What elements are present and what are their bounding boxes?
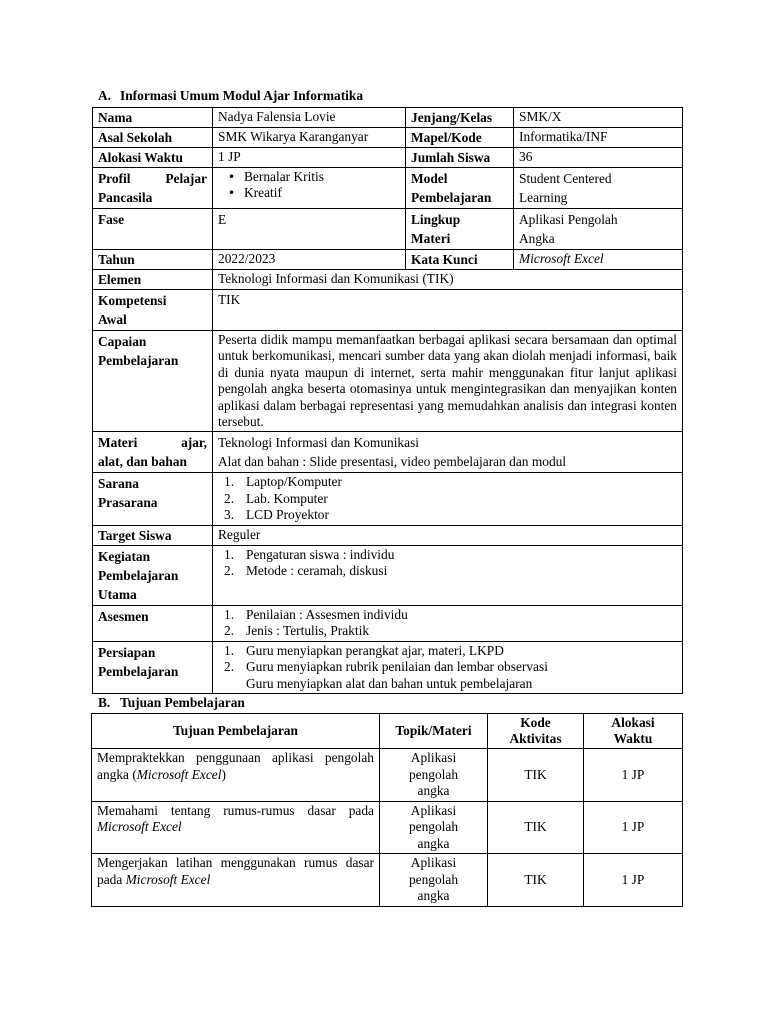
label-profil-word-2: Pelajar bbox=[165, 171, 207, 186]
cell-kode: TIK bbox=[488, 749, 584, 802]
value-target-siswa: Reguler bbox=[213, 525, 683, 545]
tujuan-italic-text: Microsoft Excel bbox=[97, 819, 182, 834]
list-item-text: Laptop/Komputer bbox=[246, 474, 342, 490]
value-materi-ajar bbox=[213, 432, 683, 473]
label-kompetensi-line-2: Awal bbox=[98, 312, 127, 327]
label-sarana-prasarana bbox=[93, 473, 213, 526]
list-item: 1. Laptop/Komputer bbox=[224, 474, 342, 490]
label-capaian-pembelajaran bbox=[93, 331, 213, 432]
label-model-line-1: Model bbox=[411, 171, 448, 186]
section-a-heading bbox=[98, 87, 363, 104]
topik-line-2: pengolah bbox=[408, 871, 459, 887]
list-item-text: LCD Proyektor bbox=[246, 507, 329, 523]
tujuan-text: Mempraktekkan penggunaan aplikasi pengolah angka ( bbox=[97, 750, 374, 782]
topik-line-1: Aplikasi bbox=[410, 855, 457, 870]
section-a-letter: A. bbox=[98, 88, 112, 103]
label-materi-word-2: ajar, bbox=[181, 435, 207, 451]
value-lingkup-materi bbox=[514, 209, 683, 250]
list-item: 1. Penilaian : Assesmen individu bbox=[224, 606, 408, 622]
section-b-letter: B. bbox=[98, 695, 111, 710]
label-kegiatan-line-2: Pembelajaran bbox=[98, 567, 179, 583]
label-fase: Fase bbox=[93, 209, 213, 250]
table-row bbox=[92, 749, 683, 802]
cell-alokasi: 1 JP bbox=[584, 854, 683, 907]
label-materi-word-1: Materi bbox=[98, 435, 138, 451]
value-kata-kunci-text: Microsoft Excel bbox=[519, 251, 604, 266]
value-asal-sekolah: SMK Wikarya Karanganyar bbox=[213, 128, 406, 148]
tujuan-text: Memahami tentang rumus-rumus dasar pada bbox=[97, 802, 374, 818]
label-nama: Nama bbox=[93, 108, 213, 128]
value-jumlah-siswa: 36 bbox=[514, 148, 683, 168]
info-table bbox=[92, 107, 683, 694]
topik-line-3: angka bbox=[417, 888, 450, 903]
row-nama bbox=[93, 108, 683, 128]
list-item-text: Pengaturan siswa : individu bbox=[246, 546, 395, 562]
tujuan-italic-text: Microsoft Excel bbox=[125, 871, 211, 887]
label-capaian-line-1: Capaian bbox=[98, 334, 147, 349]
label-capaian-line-2: Pembelajaran bbox=[98, 353, 179, 368]
label-profil-word-3: Pancasila bbox=[98, 190, 153, 205]
tujuan-header-row bbox=[92, 714, 683, 749]
row-asesmen bbox=[93, 605, 683, 641]
label-kegiatan-pembelajaran bbox=[93, 545, 213, 605]
label-jumlah-siswa: Jumlah Siswa bbox=[406, 148, 514, 168]
header-kode-line-1: Kode bbox=[520, 715, 551, 730]
label-asesmen: Asesmen bbox=[93, 605, 213, 641]
label-target-siswa: Target Siswa bbox=[93, 525, 213, 545]
list-item-text: Guru menyiapkan rubrik penilaian dan lembar observasi bbox=[246, 659, 548, 675]
label-persiapan-pembelajaran bbox=[93, 641, 213, 694]
header-alokasi-line-2: Waktu bbox=[613, 731, 653, 746]
row-target-siswa bbox=[93, 525, 683, 545]
value-kompetensi-awal: TIK bbox=[213, 290, 683, 331]
label-sarana-line-2: Prasarana bbox=[98, 495, 158, 511]
section-b-heading bbox=[98, 694, 245, 711]
header-topik: Topik/Materi bbox=[380, 714, 488, 749]
list-item-continuation: Guru menyiapkan alat dan bahan untuk pembelajaran bbox=[246, 675, 533, 691]
label-kegiatan-line-3: Utama bbox=[98, 586, 137, 602]
row-profil-pelajar bbox=[93, 168, 683, 209]
list-item: • Kreatif bbox=[244, 185, 400, 201]
label-asal-sekolah: Asal Sekolah bbox=[93, 128, 213, 148]
cell-topik bbox=[380, 749, 488, 802]
cell-topik bbox=[380, 854, 488, 907]
list-item: • Bernalar Kritis bbox=[244, 169, 400, 185]
label-persiapan-line-1: Persiapan bbox=[98, 644, 156, 660]
list-item-text: Lab. Komputer bbox=[246, 490, 328, 506]
value-persiapan-pembelajaran bbox=[213, 641, 683, 694]
value-kata-kunci bbox=[514, 250, 683, 270]
value-model-line-2: Learning bbox=[519, 190, 568, 205]
list-item: 3. LCD Proyektor bbox=[224, 507, 329, 523]
row-fase bbox=[93, 209, 683, 250]
value-model-line-1: Student Centered bbox=[519, 171, 612, 186]
label-materi-word-3: alat, dan bahan bbox=[98, 454, 187, 470]
label-kegiatan-line-1: Kegiatan bbox=[98, 548, 151, 564]
list-item-text: Penilaian : Assesmen individu bbox=[246, 606, 408, 622]
label-model-line-2: Pembelajaran bbox=[411, 190, 492, 205]
value-mapel: Informatika/INF bbox=[514, 128, 683, 148]
list-item: 2. Lab. Komputer bbox=[224, 490, 328, 506]
value-lingkup-line-1: Aplikasi Pengolah bbox=[519, 212, 618, 227]
list-item: 2. Metode : ceramah, diskusi bbox=[224, 563, 388, 579]
value-materi-line-1: Teknologi Informasi dan Komunikasi bbox=[218, 435, 420, 451]
label-kompetensi-line-1: Kompetensi bbox=[98, 293, 167, 308]
list-item: 1. Pengaturan siswa : individu bbox=[224, 546, 395, 562]
cell-alokasi: 1 JP bbox=[584, 749, 683, 802]
label-jenjang: Jenjang/Kelas bbox=[406, 108, 514, 128]
label-lingkup-line-1: Lingkup bbox=[411, 212, 461, 227]
tujuan-italic-text: Microsoft Excel bbox=[136, 766, 222, 782]
label-persiapan-line-2: Pembelajaran bbox=[98, 663, 179, 679]
cell-kode: TIK bbox=[488, 854, 584, 907]
table-row bbox=[92, 854, 683, 907]
label-tahun: Tahun bbox=[93, 250, 213, 270]
table-row bbox=[92, 801, 683, 854]
header-alokasi bbox=[584, 714, 683, 749]
cell-alokasi: 1 JP bbox=[584, 801, 683, 854]
list-item-text: Metode : ceramah, diskusi bbox=[246, 563, 388, 579]
header-kode-line-2: Aktivitas bbox=[509, 731, 562, 746]
tujuan-text-end: ) bbox=[221, 766, 226, 782]
header-kode bbox=[488, 714, 584, 749]
row-sarana-prasarana bbox=[93, 473, 683, 526]
topik-line-1: Aplikasi bbox=[410, 802, 457, 818]
row-capaian-pembelajaran bbox=[93, 331, 683, 432]
label-kata-kunci: Kata Kunci bbox=[406, 250, 514, 270]
topik-line-3: angka bbox=[417, 835, 450, 851]
label-profil-pelajar bbox=[93, 168, 213, 209]
section-b-title: Tujuan Pembelajaran bbox=[120, 695, 245, 710]
cell-tujuan bbox=[92, 854, 380, 907]
row-kompetensi-awal bbox=[93, 290, 683, 331]
cell-tujuan bbox=[92, 749, 380, 802]
value-fase: E bbox=[213, 209, 406, 250]
row-persiapan-pembelajaran bbox=[93, 641, 683, 694]
value-tahun: 2022/2023 bbox=[213, 250, 406, 270]
value-nama: Nadya Falensia Lovie bbox=[213, 108, 406, 128]
row-alokasi-waktu bbox=[93, 148, 683, 168]
value-asesmen bbox=[213, 605, 683, 641]
list-item: 1. Guru menyiapkan perangkat ajar, materi, LKPD bbox=[224, 642, 504, 658]
label-profil-word-1: Profil bbox=[98, 171, 131, 186]
cell-tujuan bbox=[92, 801, 380, 854]
row-materi-ajar bbox=[93, 432, 683, 473]
list-item: 2. Guru menyiapkan rubrik penilaian dan lembar observasi bbox=[224, 659, 548, 675]
label-kompetensi-awal bbox=[93, 290, 213, 331]
list-item: 2. Jenis : Tertulis, Praktik bbox=[224, 623, 370, 639]
cell-topik bbox=[380, 801, 488, 854]
header-tujuan: Tujuan Pembelajaran bbox=[92, 714, 380, 749]
value-kegiatan-pembelajaran bbox=[213, 545, 683, 605]
label-alokasi-waktu: Alokasi Waktu bbox=[93, 148, 213, 168]
label-model-pembelajaran bbox=[406, 168, 514, 209]
value-lingkup-line-2: Angka bbox=[519, 231, 555, 246]
tujuan-text: Mengerjakan latihan menggunakan rumus dasar pada bbox=[97, 855, 374, 887]
value-capaian-pembelajaran: Peserta didik mampu memanfaatkan berbagai aplikasi secara bersamaan dan optimal untuk berkomunikasi, mencari sumber data yang akan diolah menjadi informasi, baik di dunia nyata maupun di internet, serta mahir menggunakan fitur lanjut aplikasi pengolah angka beserta otomasinya untuk mengintegrasikan dan menyajikan konten aplikasi dalam berbagai representasi yang memudahkan analisis dan integrasi konten tersebut. bbox=[213, 331, 683, 432]
list-item-text: Guru menyiapkan perangkat ajar, materi, LKPD bbox=[246, 642, 504, 658]
row-asal-sekolah bbox=[93, 128, 683, 148]
row-elemen bbox=[93, 270, 683, 290]
label-lingkup-line-2: Materi bbox=[411, 231, 451, 246]
cell-kode: TIK bbox=[488, 801, 584, 854]
row-tahun bbox=[93, 250, 683, 270]
value-model-pembelajaran bbox=[514, 168, 683, 209]
value-profil-pelajar bbox=[213, 168, 406, 209]
label-sarana-line-1: Sarana bbox=[98, 476, 139, 492]
list-item-text: Jenis : Tertulis, Praktik bbox=[246, 623, 370, 639]
value-jenjang: SMK/X bbox=[514, 108, 683, 128]
topik-line-2: pengolah bbox=[408, 819, 459, 834]
value-elemen: Teknologi Informasi dan Komunikasi (TIK) bbox=[213, 270, 683, 290]
label-materi-ajar bbox=[93, 432, 213, 473]
tujuan-table bbox=[91, 713, 683, 907]
label-lingkup-materi bbox=[406, 209, 514, 250]
row-kegiatan-pembelajaran bbox=[93, 545, 683, 605]
header-alokasi-line-1: Alokasi bbox=[611, 715, 655, 730]
value-sarana-prasarana bbox=[213, 473, 683, 526]
topik-line-3: angka bbox=[417, 783, 450, 798]
label-elemen: Elemen bbox=[93, 270, 213, 290]
topik-line-1: Aplikasi bbox=[410, 750, 457, 765]
label-mapel: Mapel/Kode bbox=[406, 128, 514, 148]
value-materi-line-2: Alat dan bahan : Slide presentasi, video pembelajaran dan modul bbox=[218, 454, 567, 470]
value-alokasi-waktu: 1 JP bbox=[213, 148, 406, 168]
topik-line-2: pengolah bbox=[408, 766, 459, 782]
section-a-title: Informasi Umum Modul Ajar Informatika bbox=[120, 88, 364, 103]
